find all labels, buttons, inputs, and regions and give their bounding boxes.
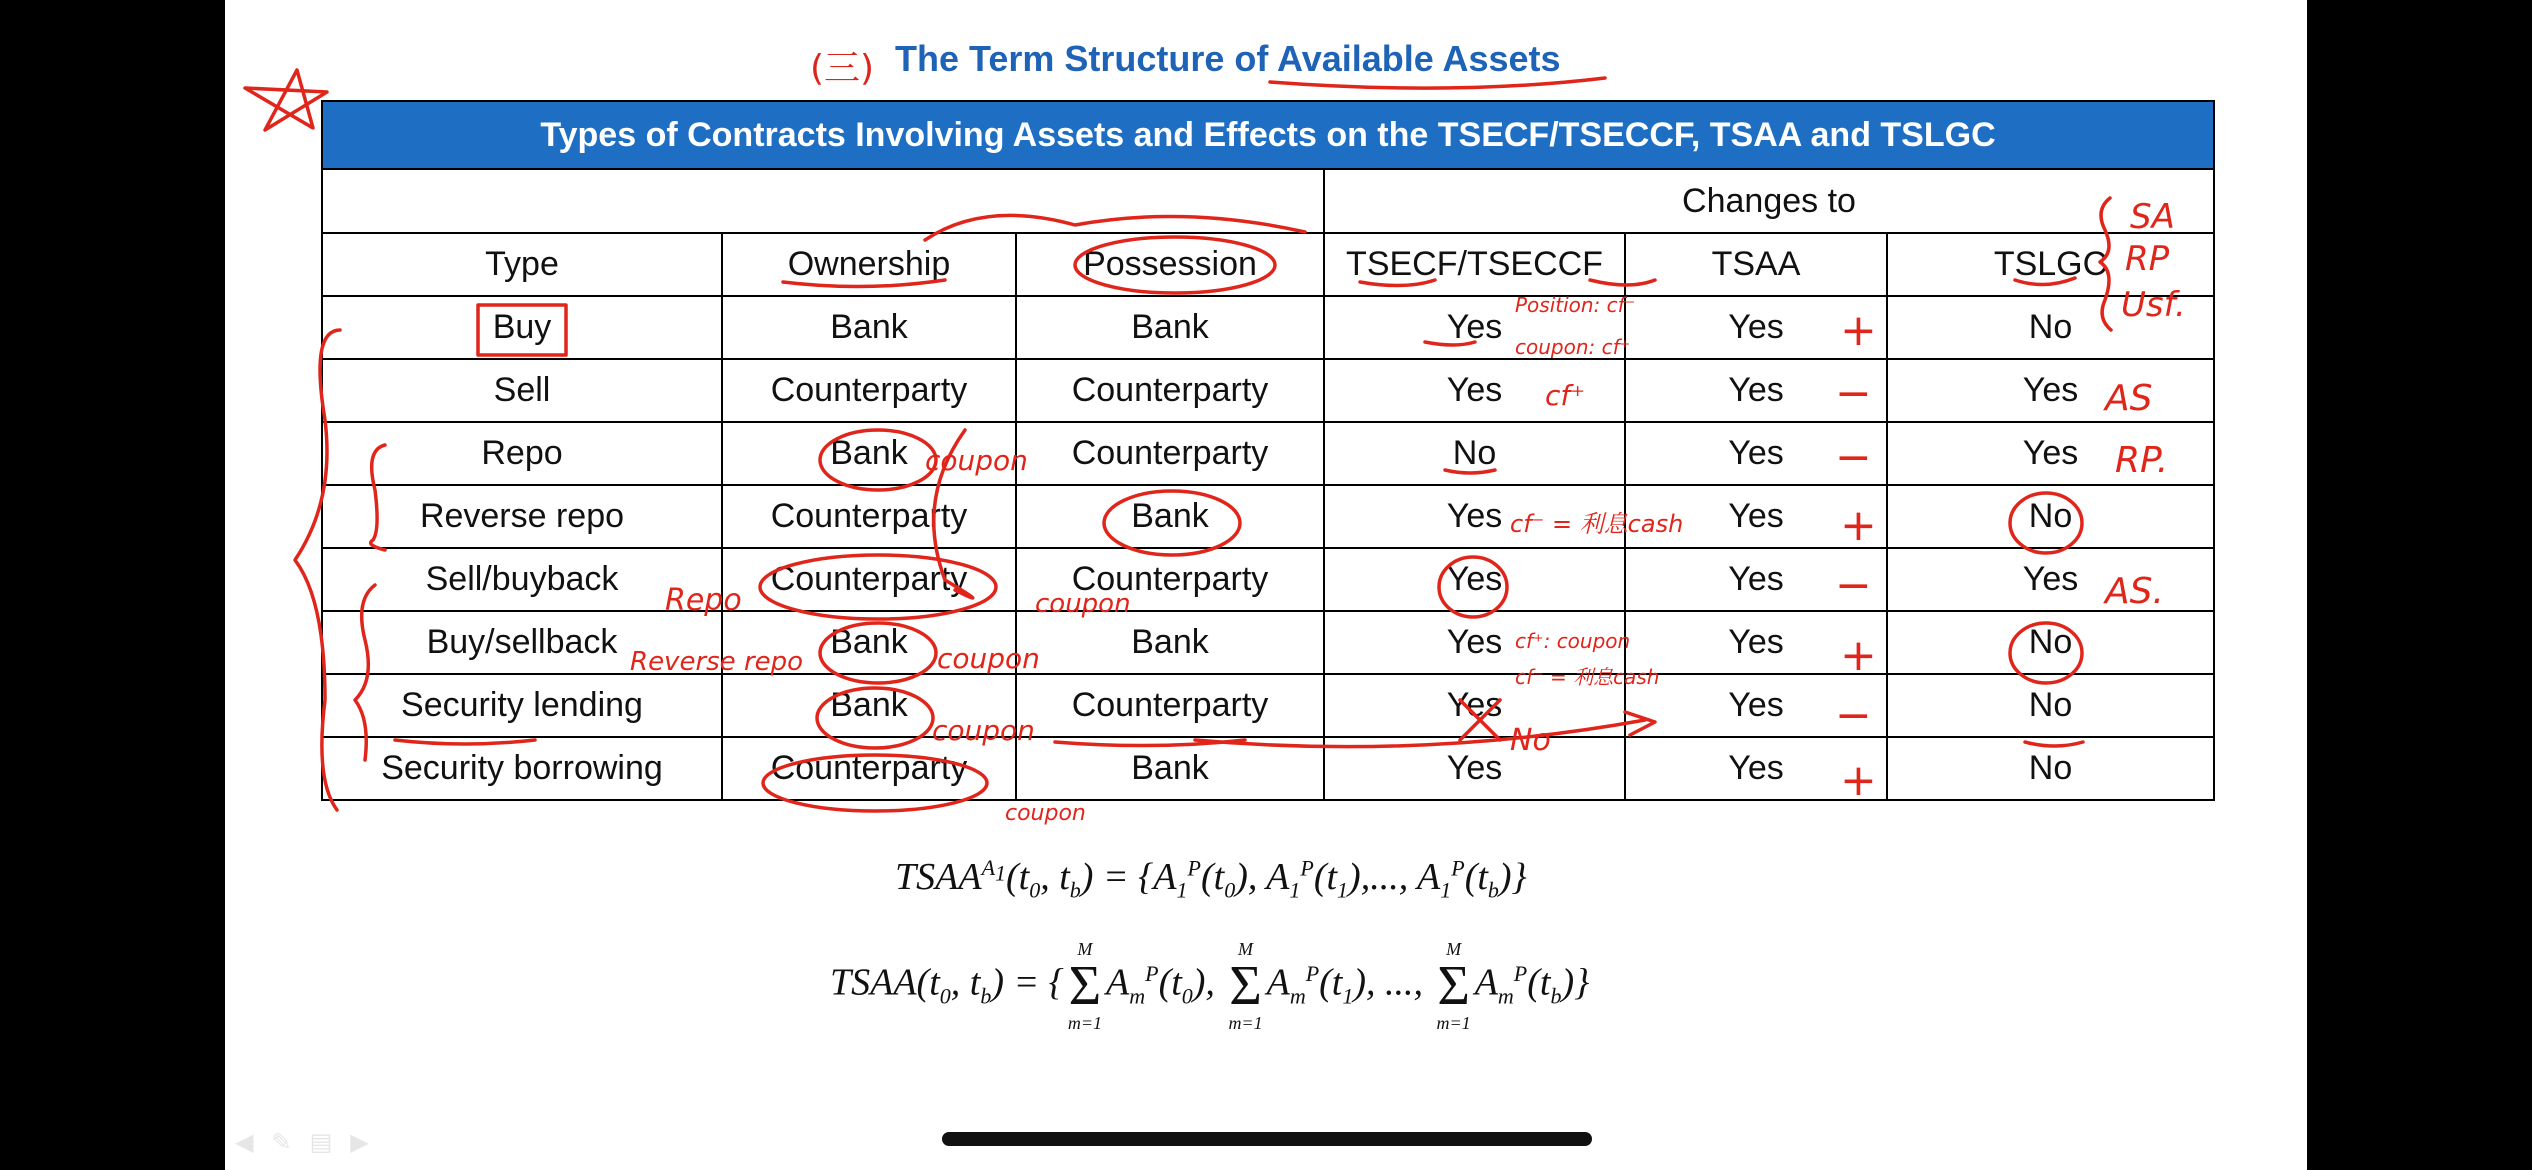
table-cell: No [1887, 737, 2214, 800]
table-cell: Yes [1887, 422, 2214, 485]
table-cell: Yes [1625, 548, 1887, 611]
tsaa-mark-repo: − [1835, 432, 1872, 483]
column-header-2: Possession [1016, 233, 1324, 296]
star-mark-icon [245, 70, 327, 130]
column-header-5: TSLGC [1887, 233, 2214, 296]
cf-note-interest: cf⁻ = 利息cash [1510, 510, 1684, 538]
table-row [322, 359, 2214, 422]
note-coupon-3: coupon [937, 642, 1040, 675]
pen-icon[interactable]: ✎ [271, 1129, 292, 1156]
table-cell: Sell [322, 359, 722, 422]
table-cell: Bank [722, 422, 1016, 485]
table-cell: Buy [322, 296, 722, 359]
table-cell: Counterparty [722, 359, 1016, 422]
note-coupon-2: coupon [1035, 589, 1131, 619]
column-header-1: Ownership [722, 233, 1016, 296]
presentation-controls [235, 1128, 369, 1157]
table-cell: Yes [1625, 296, 1887, 359]
side-label-sa: SA [2130, 197, 2175, 237]
tsaa-mark-buy-sellback: + [1840, 630, 1877, 681]
forward-arrow-icon[interactable]: ▶ [350, 1129, 369, 1156]
tsaa-mark-security-lending: − [1835, 690, 1872, 741]
back-arrow-icon[interactable]: ◀ [235, 1129, 254, 1156]
formula-tsaa-total: $TSAA(t_0$, $t_b$) = { M Σ m=1 $A_m^P(t_0)$, M Σ m=1 $A_m^P(t_1)$, ..., M Σ m=1 $A_m^P(t_b)$} [830, 939, 1590, 1033]
table-cell: Bank [1016, 296, 1324, 359]
table-cell: Repo [322, 422, 722, 485]
table-row [322, 674, 2214, 737]
note-coupon-4: coupon [932, 714, 1035, 747]
table-cell: Yes [1324, 485, 1625, 548]
table-cell: Yes [1324, 611, 1625, 674]
column-header-3: TSECF/TSECCF [1324, 233, 1625, 296]
contracts-table [321, 100, 2215, 801]
table-cell: Yes [1625, 485, 1887, 548]
tsaa-mark-buy: + [1840, 305, 1877, 356]
tslgc-note-as2: AS. [2105, 571, 2164, 612]
table-cell: No [1324, 422, 1625, 485]
table-cell: Bank [1016, 611, 1324, 674]
table-cell: Yes [1625, 737, 1887, 800]
table-cell: Counterparty [1016, 674, 1324, 737]
note-no: No [1510, 723, 1551, 758]
table-row [322, 548, 2214, 611]
side-label-rp: RP [2125, 239, 2170, 279]
table-cell: Counterparty [722, 548, 1016, 611]
slide-title: The Term Structure of Available Assets [895, 38, 1561, 79]
table-cell: Bank [1016, 737, 1324, 800]
cf-note-coupon: coupon: cf⁺ [1515, 335, 1631, 359]
table-banner: Types of Contracts Involving Assets and Effects on the TSECF/TSECCF, TSAA and TSLGC [322, 101, 2214, 169]
tsaa-mark-sell: − [1835, 368, 1872, 419]
table-cell: Security lending [322, 674, 722, 737]
table-cell: No [1887, 611, 2214, 674]
cf-note-coupon2: cf⁺: coupon [1515, 629, 1631, 653]
table-cell: Yes [1324, 674, 1625, 737]
table-cell: Security borrowing [322, 737, 722, 800]
note-repo: Repo [665, 583, 742, 618]
table-row [322, 611, 2214, 674]
note-coupon-1: coupon [925, 444, 1028, 477]
table-cell: Counterparty [1016, 422, 1324, 485]
menu-icon[interactable]: ▤ [309, 1129, 333, 1156]
table-cell: No [1887, 296, 2214, 359]
table-cell: Yes [1625, 611, 1887, 674]
table-cell: Bank [722, 674, 1016, 737]
table-row [322, 422, 2214, 485]
section-number: (三) [810, 48, 875, 89]
table-cell: Buy/sellback [322, 611, 722, 674]
table-cell: No [1887, 485, 2214, 548]
formula-tsaa-single: $TSAA^{A_1}(t_0$, $t_b) = \{A_1^P(t_0)$, $A_1^P(t_1)$,..., $A_1^P(t_b)$} [895, 855, 1527, 903]
column-header-4: TSAA [1625, 233, 1887, 296]
table-cell: Yes [1324, 296, 1625, 359]
table-cell: Bank [722, 611, 1016, 674]
slide [225, 0, 2307, 1170]
cf-note-position: Position: cf⁻ [1515, 293, 1636, 317]
table-cell: Yes [1625, 422, 1887, 485]
home-indicator[interactable] [942, 1132, 1592, 1146]
table-cell: Counterparty [1016, 548, 1324, 611]
table-cell: Yes [1625, 359, 1887, 422]
tslgc-note-rp: RP. [2115, 440, 2169, 481]
table-cell: Bank [1016, 485, 1324, 548]
changes-to-header: Changes to [1324, 169, 2214, 233]
cf-note-interest2: cf⁻ = 利息cash [1515, 665, 1660, 689]
table-cell: Bank [722, 296, 1016, 359]
cf-note-cf-plus: cf⁺ [1545, 379, 1586, 412]
side-label-usf: Usf. [2121, 285, 2186, 325]
tsaa-mark-sell-buyback: − [1835, 560, 1872, 611]
table-row [322, 737, 2214, 800]
table-cell: Reverse repo [322, 485, 722, 548]
tsaa-mark-reverse-repo: + [1840, 500, 1877, 551]
table-cell: Yes [1324, 359, 1625, 422]
header-blank-cell [322, 169, 1324, 233]
table-cell: Yes [1625, 674, 1887, 737]
tslgc-note-as: AS [2105, 378, 2153, 419]
table-cell: Yes [1887, 548, 2214, 611]
tsaa-mark-security-borrowing: + [1840, 755, 1877, 806]
column-header-0: Type [322, 233, 722, 296]
table-cell: No [1887, 674, 2214, 737]
table-row [322, 485, 2214, 548]
note-coupon-5: coupon [1005, 801, 1086, 826]
table-cell: Counterparty [722, 485, 1016, 548]
table-cell: Yes [1324, 548, 1625, 611]
table-cell: Counterparty [1016, 359, 1324, 422]
table-cell: Yes [1324, 737, 1625, 800]
table-cell: Yes [1887, 359, 2214, 422]
table-row [322, 296, 2214, 359]
table-cell: Sell/buyback [322, 548, 722, 611]
table-cell: Counterparty [722, 737, 1016, 800]
note-reverse-repo: Reverse repo [630, 647, 804, 677]
